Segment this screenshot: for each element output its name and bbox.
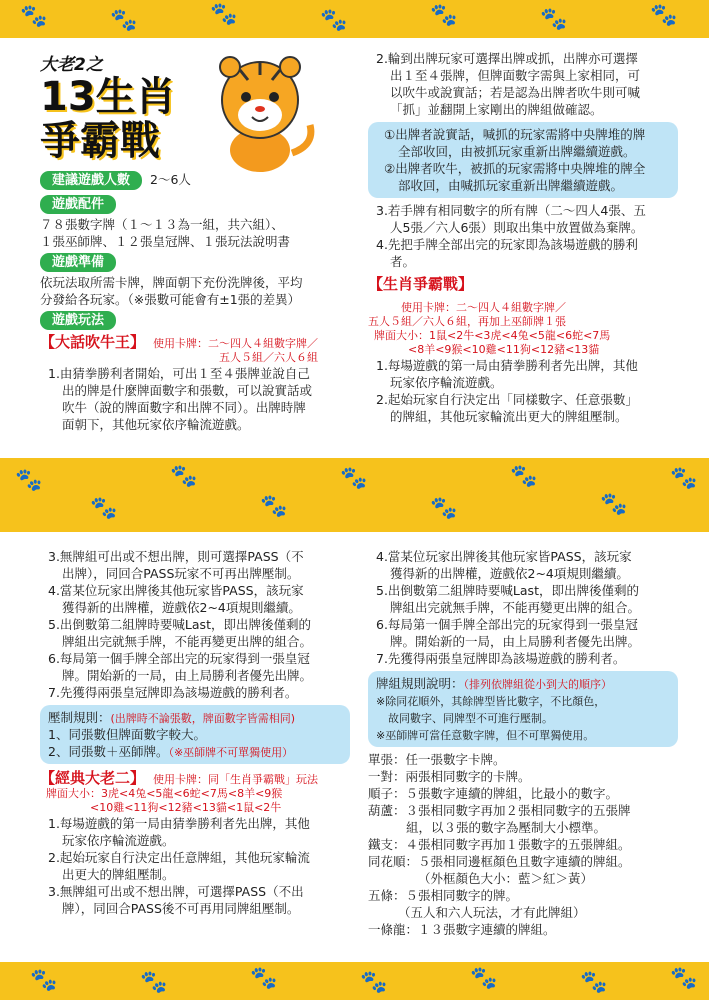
game3-rule4: 4.當某位玩家出牌後其他玩家皆PASS，該玩家 獲得新的出牌權，遊戲依2~4項規則繼續。 bbox=[376, 549, 632, 581]
title-small: 大老2之 bbox=[40, 55, 103, 75]
game2-rule6: 6.每局第一個手牌全部出完的玩家得到一張皇冠 牌。開始新的一局，由上局勝利者優先出牌。 bbox=[48, 651, 313, 683]
combo-note1b: 故同數字、同牌型不可進行壓制。 bbox=[388, 712, 553, 725]
paw-icon: 🐾 bbox=[90, 496, 118, 521]
paw-icon: 🐾 bbox=[30, 968, 58, 993]
press-title: 壓制規則： bbox=[48, 710, 111, 725]
grab-case1: ①出牌者說實話，喊抓的玩家需將中央牌堆的牌 全部收回，由被抓玩家重新出牌繼續遊戲。 bbox=[384, 127, 646, 159]
right-column-bottom bbox=[368, 548, 678, 938]
paw-icon: 🐾 bbox=[260, 494, 288, 519]
press-rule2: 2、同張數＋巫師牌。 bbox=[48, 744, 169, 759]
combo-fullhouse-b: 組，以３張的數字為壓制大小標準。 bbox=[406, 820, 607, 835]
combo-fullhouse-a: 葫蘆：３張相同數字再加２張相同數字的五張牌 bbox=[368, 803, 631, 818]
game1-rule4: 4.先把手牌全部出完的玩家即為該場遊戲的勝利 者。 bbox=[376, 237, 638, 269]
paw-icon: 🐾 bbox=[320, 8, 348, 33]
combo-note1a: ※除同花順外，其餘牌型皆比數字，不比顏色， bbox=[376, 695, 606, 708]
combo-single: 單張：任一張數字卡牌。 bbox=[368, 752, 506, 767]
game1-cards-line1: 使用卡牌：二～四人４組數字牌／ bbox=[153, 337, 319, 350]
paw-icon: 🐾 bbox=[540, 7, 568, 32]
combo-five-note: （五人和六人玩法，才有此牌組） bbox=[398, 905, 586, 920]
press-rule1: 1、同張數但牌面數字較大。 bbox=[48, 727, 206, 742]
game3-size-line2: <10雞<11狗<12豬<13貓<1鼠<2牛 bbox=[90, 801, 282, 814]
game2-size-line2: <8羊<9猴<10雞<11狗<12豬<13貓 bbox=[408, 343, 600, 356]
combo-note: （排列依牌組從小到大的順序） bbox=[463, 678, 613, 691]
press-note: (出牌時不論張數，牌面數字皆需相同) bbox=[110, 712, 296, 725]
game3-rule3: 3.無牌組可出或不想出牌，可選擇PASS（不出 牌），同回合PASS後不可再用同牌組壓制。 bbox=[48, 884, 304, 916]
combo-pair: 一對：兩張相同數字的卡牌。 bbox=[368, 769, 531, 784]
paw-icon: 🐾 bbox=[430, 496, 458, 521]
top-paw-band bbox=[0, 0, 709, 38]
components-line2: １張巫師牌、１２張皇冠牌、１張玩法說明書 bbox=[40, 234, 291, 249]
left-column-top bbox=[40, 168, 350, 433]
game2-rule2: 2.起始玩家自行決定出「同樣數字、任意張數」 的牌組，其他玩家輪流出更大的牌組壓制。 bbox=[376, 392, 638, 424]
combo-title: 牌組規則說明： bbox=[376, 676, 464, 691]
game1-cards-line2: 五人５組／六人６組 bbox=[219, 351, 319, 364]
bottom-paw-band bbox=[0, 962, 709, 1000]
paw-icon: 🐾 bbox=[15, 468, 43, 493]
paw-icon: 🐾 bbox=[340, 466, 368, 491]
left-column-bottom bbox=[40, 548, 350, 917]
combo-dragon: 一條龍：１３張數字連續的牌組。 bbox=[368, 922, 556, 937]
game3-rule6: 6.每局第一個手牌全部出完的玩家得到一張皇冠 牌。開始新的一局，由上局勝利者優先出牌。 bbox=[376, 617, 641, 649]
paw-icon: 🐾 bbox=[110, 8, 138, 33]
prep-line1: 依玩法取所需卡牌，牌面朝下充份洗牌後，平均 bbox=[40, 275, 303, 290]
game-title bbox=[40, 50, 176, 163]
tiger-mascot-icon bbox=[200, 45, 320, 175]
game2-rule7: 7.先獲得兩張皇冠牌即為該場遊戲的勝利者。 bbox=[48, 685, 298, 700]
game3-size-line1: 牌面大小：3虎<4兔<5龍<6蛇<7馬<8羊<9猴 bbox=[46, 787, 283, 800]
game2-rule1: 1.每場遊戲的第一局由猜拳勝利者先出牌，其他 玩家依序輪流遊戲。 bbox=[376, 358, 638, 390]
game3-rule2: 2.起始玩家自行決定出任意牌組，其他玩家輪流 出更大的牌組壓制。 bbox=[48, 850, 310, 882]
game2-title: 【生肖爭霸戰】 bbox=[368, 275, 474, 293]
game1-title: 【大話吹牛王】 bbox=[40, 333, 146, 351]
combo-flush-b: （外框顏色大小：藍＞紅＞黃） bbox=[418, 871, 594, 886]
paw-icon: 🐾 bbox=[670, 966, 698, 991]
title-line1: 13生肖 bbox=[40, 74, 176, 120]
paw-icon: 🐾 bbox=[430, 3, 458, 28]
paw-icon: 🐾 bbox=[600, 492, 628, 517]
game2-rule3: 3.無牌組可出或不想出牌，則可選擇PASS（不 出牌），同回合PASS玩家不可再出牌壓制。 bbox=[48, 549, 304, 581]
combo-rules-box bbox=[368, 671, 678, 747]
game2-rule4: 4.當某位玩家出牌後其他玩家皆PASS，該玩家 獲得新的出牌權，遊戲依2~4項規則繼續。 bbox=[48, 583, 304, 615]
components-label: 遊戲配件 bbox=[40, 195, 116, 214]
game1-grab-box bbox=[368, 122, 678, 198]
game2-cards-line1: 使用卡牌：二～四人４組數字牌／ bbox=[401, 301, 566, 314]
press-rules-box bbox=[40, 705, 350, 764]
paw-icon: 🐾 bbox=[360, 970, 388, 995]
paw-icon: 🐾 bbox=[170, 464, 198, 489]
paw-icon: 🐾 bbox=[470, 966, 498, 991]
game1-rule1: 1.由猜拳勝利者開始，可出１至４張牌並說自己 出的牌是什麼牌面數字和張數，可以說實話或 吹牛（說的牌面數字和出牌不同）。出牌時牌 面朝下，其他玩家依序輪流遊戲。 bbox=[48, 366, 313, 432]
combo-flush-a: 同花順：５張相同邊框顏色且數字連續的牌組。 bbox=[368, 854, 631, 869]
game2-size-line1: 牌面大小：1鼠<2牛<3虎<4兔<5龍<6蛇<7馬 bbox=[374, 329, 611, 342]
prep-label: 遊戲準備 bbox=[40, 253, 116, 272]
paw-icon: 🐾 bbox=[140, 970, 168, 995]
game3-rule7: 7.先獲得兩張皇冠牌即為該場遊戲的勝利者。 bbox=[376, 651, 626, 666]
players-value: 2～6人 bbox=[150, 172, 191, 187]
combo-five: 五條：５張相同數字的牌。 bbox=[368, 888, 519, 903]
game2-rule5: 5.出倒數第二組牌時要喊Last，即出牌後僅剩的 牌組出完就無手牌，不能再變更出牌的組合。 bbox=[48, 617, 313, 649]
paw-icon: 🐾 bbox=[20, 4, 48, 29]
paw-icon: 🐾 bbox=[510, 464, 538, 489]
game2-cards-line2: 五人５組／六人６組，再加上巫師牌１張 bbox=[368, 315, 566, 328]
components-line1: ７８張數字牌（１～１３為一組，共六組）、 bbox=[40, 217, 284, 232]
paw-icon: 🐾 bbox=[210, 2, 238, 27]
title-line2: 爭霸戰 bbox=[40, 118, 160, 164]
game3-rule1: 1.每場遊戲的第一局由猜拳勝利者先出牌，其他 玩家依序輪流遊戲。 bbox=[48, 816, 310, 848]
paw-icon: 🐾 bbox=[670, 466, 698, 491]
paw-icon: 🐾 bbox=[250, 966, 278, 991]
game1-rule2: 2.輪到出牌玩家可選擇出牌或抓，出牌亦可選擇 出１至４張牌，但牌面數字需與上家相同，可 以吹牛或說實話；若是認為出牌者吹牛則可喊 「抓」並翻開上家剛出的牌組做確認。 bbox=[376, 51, 641, 117]
middle-paw-band bbox=[0, 458, 709, 532]
paw-icon: 🐾 bbox=[650, 3, 678, 28]
play-label: 遊戲玩法 bbox=[40, 311, 116, 330]
combo-note2: ※巫師牌可當任意數字牌，但不可單獨使用。 bbox=[376, 729, 595, 742]
combo-fourkind: 鐵支：４張相同數字再加１張數字的五張牌組。 bbox=[368, 837, 631, 852]
right-column-top bbox=[368, 50, 678, 425]
combo-straight: 順子：５張數字連續的牌組，比最小的數字。 bbox=[368, 786, 619, 801]
game3-title: 【經典大老二】 bbox=[40, 769, 146, 787]
players-label: 建議遊戲人數 bbox=[40, 171, 142, 190]
press-rule2-note: （※巫師牌不可單獨使用） bbox=[168, 746, 294, 759]
game3-cards: 使用卡牌：同「生肖爭霸戰」玩法 bbox=[153, 773, 319, 786]
game1-rule3: 3.若手牌有相同數字的所有牌（二～四人4張、五 人5張／六人6張）則取出集中放置做為棄牌。 bbox=[376, 203, 646, 235]
prep-line2: 分發給各玩家。（※張數可能會有±1張的差異） bbox=[40, 292, 301, 307]
paw-icon: 🐾 bbox=[580, 970, 608, 995]
grab-case2: ②出牌者吹牛，被抓的玩家需將中央牌堆的牌全 部收回，由喊抓玩家重新出牌繼續遊戲。 bbox=[384, 161, 646, 193]
game3-rule5: 5.出倒數第二組牌時要喊Last，即出牌後僅剩的 牌組出完就無手牌，不能再變更出牌的組合。 bbox=[376, 583, 641, 615]
